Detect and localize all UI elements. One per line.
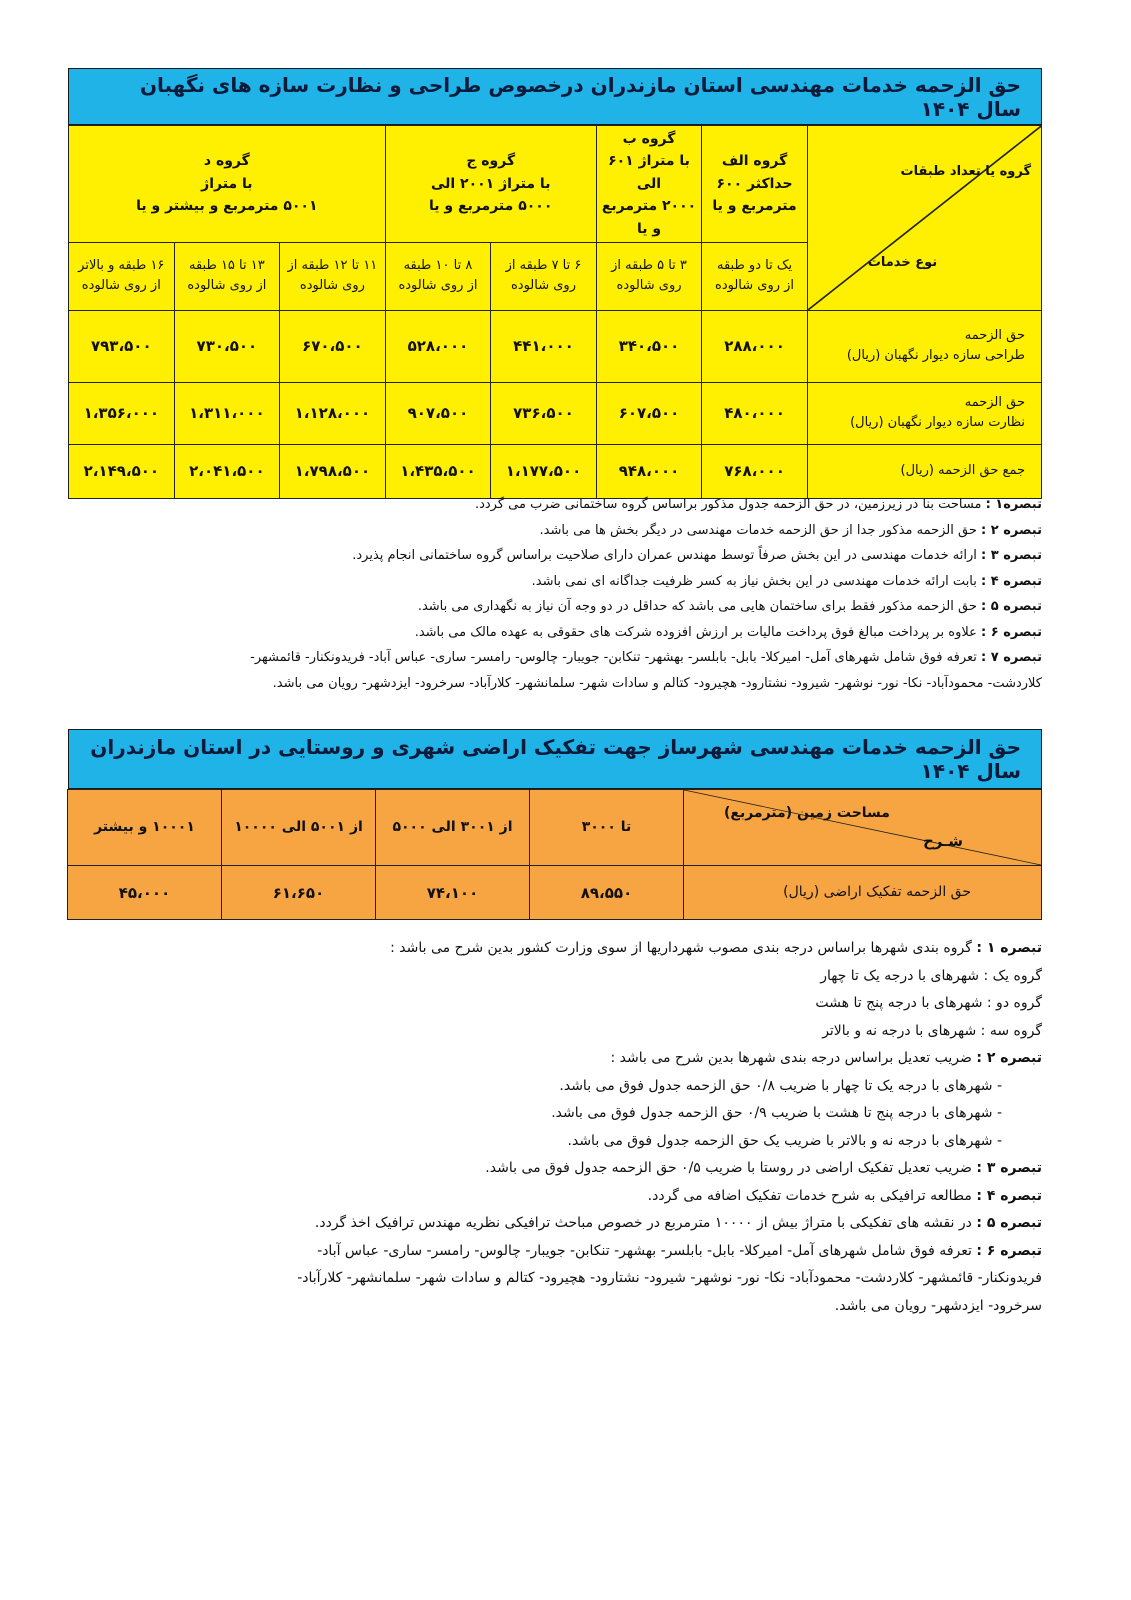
- table-row: [69, 444, 1042, 498]
- fee-cell: ۸۹،۵۵۰: [530, 866, 684, 920]
- floor-header: ۱۳ تا ۱۵ طبقه از روی شالوده: [174, 242, 280, 310]
- area-label: مساحت زمین (مترمربع): [724, 805, 890, 821]
- service-name: حق الزحمه نظارت سازه دیوار نگهبان (ریال): [807, 382, 1041, 444]
- section1-title: حق الزحمه خدمات مهندسی استان مازندران درخصوص طراحی و نظارت سازه های نگهبان سال ۱۴۰۴: [139, 72, 1021, 121]
- fee-cell: ۳۴۰،۵۰۰: [596, 310, 702, 382]
- note-line: تبصره ۵ : در نقشه های تفکیکی با متراژ بیش از ۱۰۰۰۰ مترمربع در خصوص مباحث ترافیکی نظریه مهندس ترافیک اخذ گردد.: [314, 1215, 1042, 1231]
- floor-header: یک تا دو طبقه از روی شالوده: [702, 242, 808, 310]
- fee-cell: ۶۰۷،۵۰۰: [596, 382, 702, 444]
- section2-corner-cell: [684, 790, 1042, 866]
- note-line: - شهرهای با درجه پنج تا هشت با ضریب ۰/۹ حق الزحمه جدول فوق می باشد.: [551, 1105, 1002, 1121]
- area-range-header: از ۵۰۰۱ الی ۱۰۰۰۰: [222, 790, 376, 866]
- note-line: گروه سه : شهرهای با درجه نه و بالاتر: [822, 1022, 1042, 1039]
- service-name: جمع حق الزحمه (ریال): [807, 444, 1041, 498]
- section1-notes: [68, 492, 1042, 696]
- note-line: - شهرهای با درجه یک تا چهار با ضریب ۰/۸ حق الزحمه جدول فوق می باشد.: [559, 1077, 1002, 1094]
- group-header: گروه ب با متراژ ۶۰۱ الی ۲۰۰۰ مترمربع و یا: [596, 126, 702, 243]
- section2-table-wrap: [68, 789, 1042, 920]
- section1-table-wrap: [68, 125, 1042, 499]
- fee-cell: ۶۷۰،۵۰۰: [280, 310, 386, 382]
- fee-cell: ۷۳۶،۵۰۰: [491, 382, 597, 444]
- note-line: تبصره ۶ : تعرفه فوق شامل شهرهای آمل- امیرکلا- بابل- بابلسر- بهشهر- تنکابن- جویبار- چالوس- رامسر- ساری- عباس آباد-: [317, 1242, 1042, 1259]
- group-header: گروه الف حداکثر ۶۰۰ مترمربع و یا: [702, 126, 808, 243]
- fee-cell: ۹۴۸،۰۰۰: [596, 444, 702, 498]
- area-range-header: از ۳۰۰۱ الی ۵۰۰۰: [376, 790, 530, 866]
- section2-title: حق الزحمه خدمات مهندسی شهرساز جهت تفکیک اراضی شهری و روستایی در استان مازندران سال ۱۴۰۴: [90, 735, 1021, 783]
- group-header: گروه ج با متراژ ۲۰۰۱ الی ۵۰۰۰ مترمربع و یا: [385, 126, 596, 243]
- note-line: تبصره ۲ : حق الزحمه مذکور جدا از حق الزحمه خدمات مهندسی در دیگر بخش ها می باشد.: [539, 522, 1042, 538]
- fee-cell: ۱،۱۲۸،۰۰۰: [280, 382, 386, 444]
- fee-cell: ۴۸۰،۰۰۰: [702, 382, 808, 444]
- fee-cell: ۷۴،۱۰۰: [376, 866, 530, 920]
- group-header: گروه د با متراژ ۵۰۰۱ مترمربع و بیشتر و یا: [69, 126, 386, 243]
- note-line: سرخرود- ایزدشهر- رویان می باشد.: [834, 1297, 1042, 1314]
- section1-title-banner: [68, 68, 1042, 125]
- note-line: تبصره ۳ : ضریب تعدیل تفکیک اراضی در روستا با ضریب ۰/۵ حق الزحمه جدول فوق می باشد.: [485, 1160, 1042, 1176]
- section2-notes: [68, 935, 1042, 1320]
- note-line: فریدونکنار- قائمشهر- کلاردشت- محمودآباد- نکا- نور- نوشهر- شیرود- نشتارود- هچیرود- کتالم و سادات شهر- سلمانشهر- کلارآباد-: [297, 1270, 1042, 1286]
- note-line: - شهرهای با درجه نه و بالاتر با ضریب یک حق الزحمه جدول فوق می باشد.: [567, 1132, 1002, 1149]
- fee-cell: ۵۲۸،۰۰۰: [385, 310, 491, 382]
- fee-cell: ۷۳۰،۵۰۰: [174, 310, 280, 382]
- area-range-header: ۱۰۰۰۱ و بیشتر: [68, 790, 222, 866]
- note-line: تبصره ۴ : مطالعه ترافیکی به شرح خدمات تفکیک اضافه می گردد.: [647, 1187, 1042, 1204]
- table-row: [69, 310, 1042, 382]
- corner-top-label: گروه یا تعداد طبقات: [900, 164, 1031, 179]
- floor-header: ۸ تا ۱۰ طبقه از روی شالوده: [385, 242, 491, 310]
- fee-cell: ۱،۴۳۵،۵۰۰: [385, 444, 491, 498]
- fee-cell: ۲،۰۴۱،۵۰۰: [174, 444, 280, 498]
- fee-cell: ۴۴۱،۰۰۰: [491, 310, 597, 382]
- note-line: کلاردشت- محمودآباد- نکا- نور- نوشهر- شیرود- نشتارود- هچیرود- کتالم و سادات شهر- سلمانشهر- کلارآباد- سرخرود- ایزدشهر- رویان می باشد.: [272, 675, 1042, 691]
- floor-header: ۳ تا ۵ طبقه از روی شالوده: [596, 242, 702, 310]
- note-line: گروه دو : شهرهای با درجه پنج تا هشت: [815, 995, 1042, 1011]
- fee-cell: ۱،۱۷۷،۵۰۰: [491, 444, 597, 498]
- table-row: [69, 382, 1042, 444]
- corner-bottom-label: نوع خدمات: [867, 255, 938, 271]
- floor-header: ۶ تا ۷ طبقه از روی شالوده: [491, 242, 597, 310]
- floor-header: ۱۶ طبقه و بالاتر از روی شالوده: [69, 242, 175, 310]
- fee-cell: ۲۸۸،۰۰۰: [702, 310, 808, 382]
- note-line: تبصره ۵ : حق الزحمه مذکور فقط برای ساختمان هایی می باشد که حداقل در دو وجه آن نیاز به نگهداری می باشد.: [417, 599, 1042, 614]
- fee-cell: ۷۶۸،۰۰۰: [702, 444, 808, 498]
- note-line: تبصره ۴ : بابت ارائه خدمات مهندسی در این بخش نیاز به کسر ظرفیت جداگانه ای نمی باشد.: [531, 573, 1042, 589]
- fee-cell: ۷۹۳،۵۰۰: [69, 310, 175, 382]
- fee-cell: ۹۰۷،۵۰۰: [385, 382, 491, 444]
- note-line: تبصره ۳ : ارائه خدمات مهندسی در این بخش صرفاً توسط مهندس عمران دارای صلاحیت براساس گروه ساختمانی انجام پذیرد.: [352, 548, 1042, 563]
- service-name: حق الزحمه تفکیک اراضی (ریال): [684, 866, 1042, 920]
- table-row: [68, 866, 1042, 920]
- section1-corner-cell: [807, 126, 1041, 311]
- floor-header: ۱۱ تا ۱۲ طبقه از روی شالوده: [280, 242, 386, 310]
- section2-fee-table: [67, 789, 1042, 920]
- note-line: گروه یک : شهرهای با درجه یک تا چهار: [820, 967, 1042, 984]
- fee-cell: ۱،۳۱۱،۰۰۰: [174, 382, 280, 444]
- note-line: تبصره ۶ : علاوه بر پرداخت مبالغ فوق پرداخت مالیات بر ارزش افزوده شرکت های حقوقی به عهده مالک می باشد.: [414, 624, 1042, 640]
- fee-cell: ۱،۷۹۸،۵۰۰: [280, 444, 386, 498]
- note-line: تبصره ۱ : گروه بندی شهرها براساس درجه بندی مصوب شهرداریها از سوی وزارت کشور بدین شرح می باشد :: [390, 940, 1042, 956]
- area-range-header: تا ۳۰۰۰: [530, 790, 684, 866]
- fee-cell: ۱،۳۵۶،۰۰۰: [69, 382, 175, 444]
- fee-cell: ۶۱،۶۵۰: [222, 866, 376, 920]
- description-label: شـرح: [922, 832, 963, 850]
- fee-cell: ۴۵،۰۰۰: [68, 866, 222, 920]
- section1-fee-table: [68, 125, 1042, 499]
- section2-title-banner: [68, 729, 1042, 789]
- service-name: حق الزحمه طراحی سازه دیوار نگهبان (ریال): [807, 310, 1041, 382]
- fee-cell: ۲،۱۴۹،۵۰۰: [69, 444, 175, 498]
- note-line: تبصره ۷ : تعرفه فوق شامل شهرهای آمل- امیرکلا- بابل- بابلسر- بهشهر- تنکابن- جویبار- چالوس- رامسر- ساری- عباس آباد- فریدونکنار- قائمشهر-: [250, 650, 1042, 665]
- note-line: تبصره۱ : مساحت بنا در زیرزمین، در حق الزحمه جدول مذکور براساس گروه ساختمانی ضرب می گردد.: [474, 497, 1042, 512]
- note-line: تبصره ۲ : ضریب تعدیل براساس درجه بندی شهرها بدین شرح می باشد :: [610, 1050, 1042, 1066]
